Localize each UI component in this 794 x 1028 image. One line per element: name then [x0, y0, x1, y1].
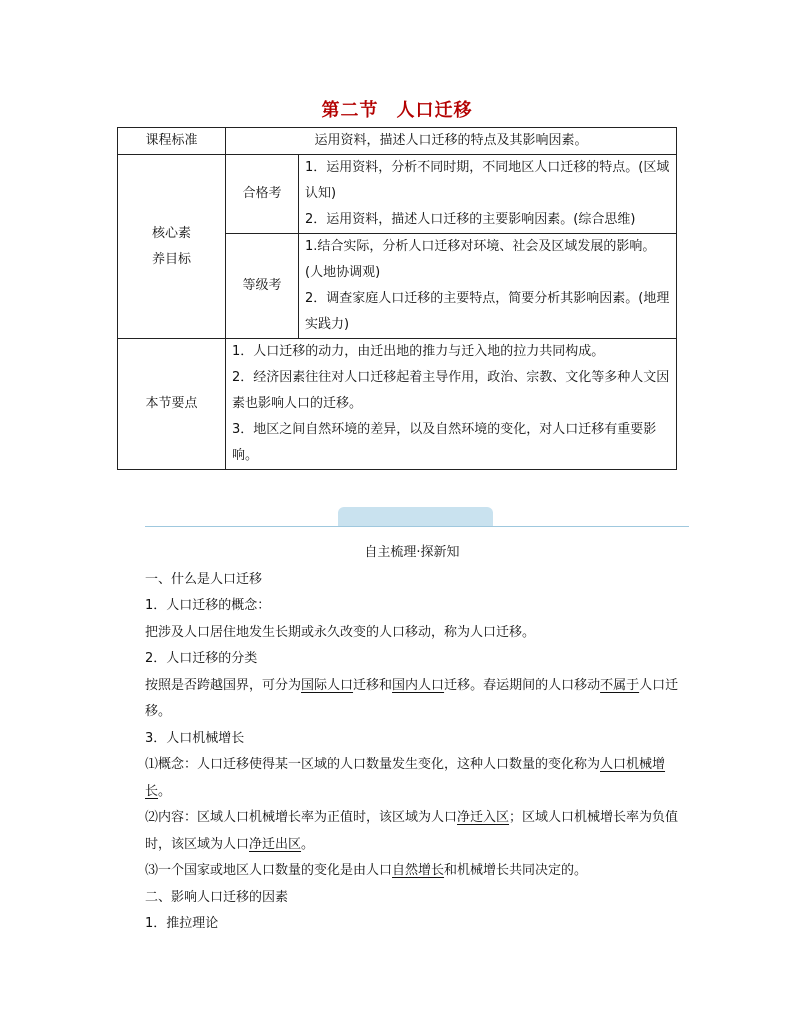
- blank-international: 国际人口: [301, 677, 354, 693]
- key-point-1: 1．人口迁移的动力，由迁出地的推力与迁入地的拉力共同构成。: [232, 344, 605, 359]
- concept-text: 把涉及人口居住地发生长期或永久改变的人口移动，称为人口迁移。: [145, 624, 536, 640]
- qualified-goals: [299, 155, 677, 234]
- curriculum-table: [117, 127, 677, 470]
- label-qualified-exam: 合格考: [226, 155, 299, 234]
- main-content: [145, 540, 679, 938]
- key-point-2: 2．经济因素往往对人口迁移起着主导作用，政治、宗教、文化等多种人文因素也影响人口的迁移。: [232, 370, 670, 411]
- blank-net-in: 净迁入区: [457, 810, 510, 825]
- label-key-points: 本节要点: [118, 339, 226, 470]
- blank-domestic: 国内人口: [392, 677, 445, 693]
- subheading-push-pull: 1．推拉理论: [145, 916, 219, 931]
- title-section-number: 第二节: [321, 100, 379, 121]
- blank-natural-growth: 自然增长: [392, 863, 445, 878]
- heading-factors: 二、影响人口迁移的因素: [145, 889, 289, 905]
- level-goal-2: 2．调查家庭人口迁移的主要特点，简要分析其影响因素。(地理实践力): [305, 291, 670, 332]
- mechanical-growth-concept: ⑴概念：人口迁移使得某一区域的人口数量发生变化，这种人口数量的变化称为人口机械增长。: [145, 757, 666, 799]
- label-curriculum-standard: 课程标准: [118, 128, 226, 155]
- section-divider: [145, 526, 689, 527]
- blank-mechanical-growth: 人口机械增长: [145, 757, 666, 799]
- key-point-3: 3．地区之间自然环境的差异，以及自然环境的变化，对人口迁移有重要影响。: [232, 422, 657, 463]
- label-level-exam: 等级考: [226, 234, 299, 339]
- key-points: [226, 339, 677, 470]
- heading-what-is-migration: 一、什么是人口迁移: [145, 571, 263, 587]
- table-row-key-points: [118, 339, 677, 470]
- level-goals: [299, 234, 677, 339]
- title-topic: 人口迁移: [396, 100, 473, 121]
- subheading-concept: 1．人口迁移的概念：: [145, 598, 271, 613]
- subheading-classification: 2．人口迁移的分类: [145, 651, 258, 666]
- blank-not-belong: 不属于: [600, 677, 640, 693]
- subheading-mechanical-growth: 3．人口机械增长: [145, 730, 245, 746]
- qualified-goal-2: 2．运用资料，描述人口迁移的主要影响因素。(综合思维): [305, 212, 636, 227]
- qualified-goal-1: 1．运用资料，分析不同时期，不同地区人口迁移的特点。(区域认知): [305, 160, 670, 201]
- page-title: [0, 96, 794, 122]
- population-change-text: ⑶一个国家或地区人口数量的变化是由人口自然增长和机械增长共同决定的。: [145, 863, 588, 878]
- classification-text: 按照是否跨越国界，可分为国际人口迁移和国内人口迁移。春运期间的人口移动不属于人口迁移。: [145, 677, 679, 719]
- section-head: 自主梳理·探新知: [364, 545, 460, 560]
- curriculum-standard-text: 运用资料，描述人口迁移的特点及其影响因素。: [226, 128, 677, 155]
- section-banner-tab: [338, 507, 493, 527]
- level-goal-1: 1.结合实际，分析人口迁移对环境、社会及区域发展的影响。(人地协调观): [305, 239, 656, 280]
- mechanical-growth-content: ⑵内容：区域人口机械增长率为正值时，该区域为人口净迁入区；区域人口机械增长率为负值时，该区域为人口净迁出区。: [145, 810, 679, 852]
- label-core-literacy: 核心素 养目标: [118, 155, 226, 339]
- blank-net-out: 净迁出区: [249, 836, 302, 852]
- table-row-standard: [118, 128, 677, 155]
- table-row-qualified: [118, 155, 677, 234]
